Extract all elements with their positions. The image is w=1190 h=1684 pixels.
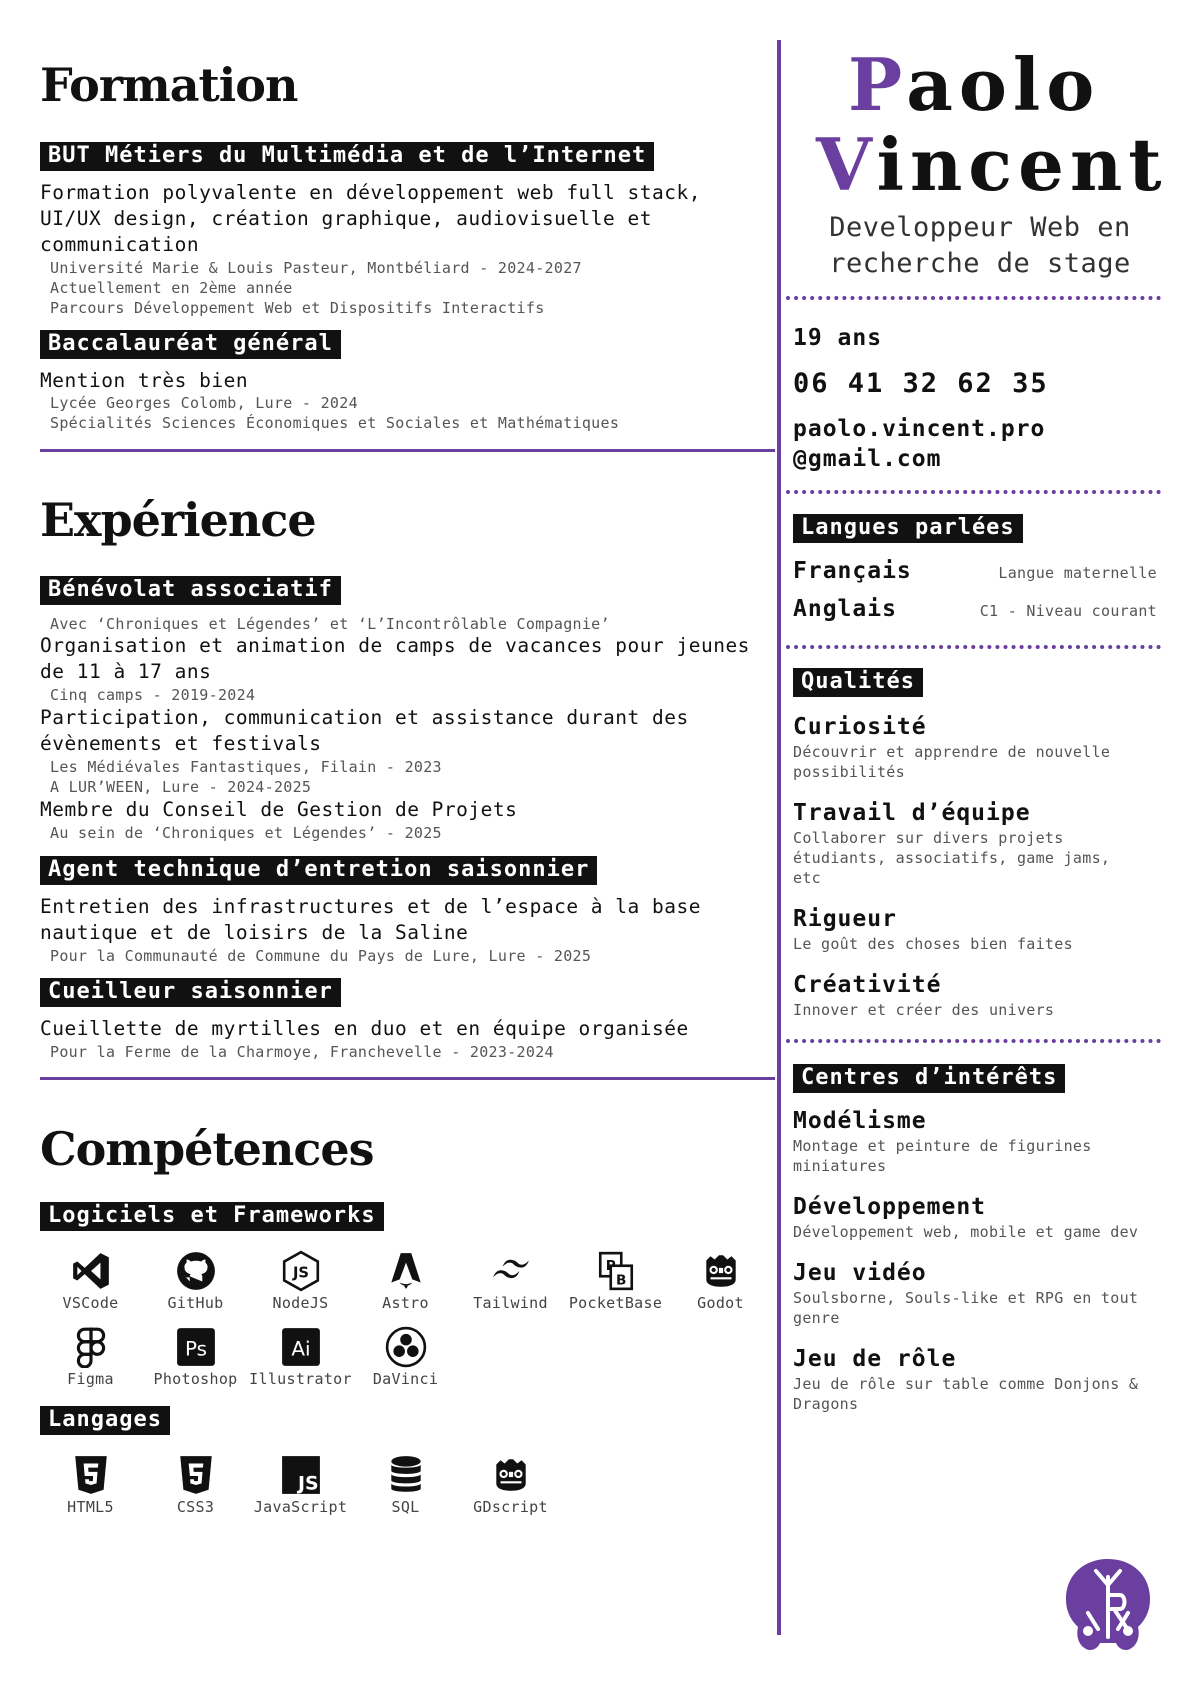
quality-curiosite	[793, 712, 1158, 782]
languages-spoken-list	[793, 558, 1157, 622]
language-name: Français	[793, 558, 912, 584]
quality-description: Découvrir et apprendre de nouvelle	[793, 743, 1111, 761]
languages-spoken-section	[793, 514, 1023, 543]
html5-icon	[70, 1454, 112, 1496]
icon-label: NodeJS	[272, 1294, 329, 1312]
column-separator	[777, 40, 781, 1635]
agent-description	[40, 894, 770, 946]
svg-text:JS: JS	[297, 1472, 319, 1495]
email-address[interactable]	[793, 414, 1045, 474]
quality-title: Rigueur	[793, 906, 897, 932]
benevolat-council: Membre du Conseil de Gestion de Projets	[40, 798, 518, 821]
quality-creativite	[793, 970, 1158, 1020]
icon-label: SQL	[391, 1498, 420, 1516]
qualities-tag: Qualités	[793, 668, 923, 697]
quality-description: Collaborer sur divers projets	[793, 829, 1064, 847]
software-nodejs	[248, 1250, 353, 1312]
icon-label: Godot	[697, 1294, 744, 1312]
detail-line: Spécialités Sciences Économiques et Sociales et Mathématiques	[50, 414, 620, 432]
experience-agent	[40, 856, 597, 885]
job-title-line: Developpeur Web en	[829, 212, 1131, 243]
detail-line: Les Médiévales Fantastiques, Filain - 2023	[50, 758, 442, 776]
languages-icon-grid	[38, 1454, 773, 1516]
interests-tag: Centres d’intérêts	[793, 1064, 1065, 1093]
experience-benevolat	[40, 576, 341, 605]
dotted-divider	[786, 296, 1161, 300]
software-section	[40, 1202, 384, 1231]
detail-line: Parcours Développement Web et Dispositifs Interactifs	[50, 299, 545, 317]
interest-description: Montage et peinture de figurines	[793, 1137, 1092, 1155]
interest-jeu-video	[793, 1258, 1158, 1328]
formation-item-bac	[40, 330, 341, 359]
godot-icon	[700, 1250, 742, 1292]
language-name: Anglais	[793, 596, 897, 622]
quality-description: etc	[793, 869, 821, 887]
dotted-divider	[786, 1039, 1161, 1043]
quality-description: Le goût des choses bien faites	[793, 935, 1073, 953]
job-title-line: recherche de stage	[829, 248, 1131, 279]
agent-detail: Pour la Communauté de Commune du Pays de Lure, Lure - 2025	[50, 947, 592, 965]
github-icon	[175, 1250, 217, 1292]
svg-text:Ps: Ps	[184, 1336, 207, 1361]
experience-tag: Bénévolat associatif	[40, 576, 341, 605]
quality-title: Curiosité	[793, 714, 927, 740]
icon-label: Photoshop	[153, 1370, 238, 1388]
interests-section	[793, 1064, 1065, 1093]
formation-but-description	[40, 180, 760, 258]
icon-label: GitHub	[167, 1294, 224, 1312]
interest-title: Modélisme	[793, 1108, 927, 1134]
language-level: Langue maternelle	[998, 564, 1157, 582]
software-tailwind	[458, 1250, 563, 1312]
vscode-icon	[70, 1250, 112, 1292]
formation-bac-description: Mention très bien	[40, 369, 249, 392]
desc-line: Participation, communication et assistance durant des	[40, 706, 689, 729]
software-figma	[38, 1326, 143, 1388]
email-line: paolo.vincent.pro	[793, 416, 1046, 442]
formation-but-details	[40, 258, 582, 318]
experience-heading: Expérience	[40, 493, 316, 547]
quality-rigueur	[793, 904, 1158, 954]
icon-label: GDscript	[473, 1498, 548, 1516]
benevolat-events-details	[40, 757, 442, 797]
quality-title: Créativité	[793, 972, 942, 998]
software-astro	[353, 1250, 458, 1312]
benevolat-camps	[40, 633, 770, 685]
job-title	[800, 210, 1160, 282]
astro-icon	[385, 1250, 427, 1292]
experience-tag: Agent technique d’entretion saisonnier	[40, 856, 597, 885]
interest-title: Jeu vidéo	[793, 1260, 927, 1286]
formation-heading: Formation	[40, 58, 298, 112]
interest-description: Jeu de rôle sur table comme Donjons &	[793, 1375, 1139, 1393]
experience-tag: Cueilleur saisonnier	[40, 978, 341, 1007]
competences-heading: Compétences	[40, 1122, 374, 1176]
languages-spoken-tag: Langues parlées	[793, 514, 1023, 543]
svg-text:P: P	[605, 1257, 616, 1274]
software-photoshop	[143, 1326, 248, 1388]
software-github	[143, 1250, 248, 1312]
nodejs-icon	[280, 1250, 322, 1292]
quality-travail-equipe	[793, 798, 1158, 888]
languages-section	[40, 1406, 170, 1435]
first-name	[848, 44, 1100, 126]
tailwind-icon	[490, 1250, 532, 1292]
interest-title: Jeu de rôle	[793, 1346, 957, 1372]
software-illustrator	[248, 1326, 353, 1388]
cueilleur-description: Cueillette de myrtilles en duo et en équipe organisée	[40, 1017, 689, 1040]
detail-line: Actuellement en 2ème année	[50, 279, 293, 297]
detail-line: A LUR’WEEN, Lure - 2024-2025	[50, 778, 312, 796]
quality-description: Innover et créer des univers	[793, 1001, 1055, 1019]
experience-cueilleur	[40, 978, 341, 1007]
interest-description: Soulsborne, Souls-like et RPG en tout	[793, 1289, 1139, 1307]
detail-line: Université Marie & Louis Pasteur, Montbéliard - 2024-2027	[50, 259, 582, 277]
benevolat-intro: Avec ‘Chroniques et Légendes’ et ‘L’Incontrôlable Compagnie’	[50, 615, 610, 633]
interest-description: genre	[793, 1309, 840, 1327]
first-initial: P	[848, 42, 907, 127]
interest-title: Développement	[793, 1194, 987, 1220]
languages-tag: Langages	[40, 1406, 170, 1435]
software-godot	[668, 1250, 773, 1312]
last-name	[816, 124, 1168, 206]
dotted-divider	[786, 490, 1161, 494]
benevolat-council-detail: Au sein de ‘Chroniques et Légendes’ - 2025	[50, 824, 442, 842]
photoshop-icon	[175, 1326, 217, 1368]
sql-icon	[385, 1454, 427, 1496]
desc-line: Organisation et animation de camps de vacances pour jeunes	[40, 634, 750, 657]
language-html5	[38, 1454, 143, 1516]
formation-tag: BUT Métiers du Multimédia et de l’Internet	[40, 142, 654, 171]
icon-label: Astro	[382, 1294, 429, 1312]
illustrator-icon	[280, 1326, 322, 1368]
benevolat-camps-detail: Cinq camps - 2019-2024	[50, 686, 256, 704]
interest-developpement	[793, 1192, 1158, 1242]
interest-description: Dragons	[793, 1395, 859, 1413]
software-vscode	[38, 1250, 143, 1312]
svg-text:JS: JS	[292, 1264, 309, 1282]
personal-logo-icon	[1058, 1555, 1158, 1655]
desc-line: nautique et de loisirs de la Saline	[40, 921, 469, 944]
language-javascript	[248, 1454, 353, 1516]
icon-label: VSCode	[62, 1294, 119, 1312]
age: 19 ans	[793, 325, 883, 351]
css3-icon	[175, 1454, 217, 1496]
icon-label: JavaScript	[253, 1498, 348, 1516]
software-icon-grid	[38, 1250, 773, 1388]
language-row	[793, 596, 1157, 622]
first-name-rest: aolo	[906, 42, 1101, 127]
language-sql	[353, 1454, 458, 1516]
desc-line: Formation polyvalente en développement web full stack,	[40, 181, 701, 204]
language-gdscript	[458, 1454, 563, 1516]
desc-line: communication	[40, 233, 200, 256]
software-davinci	[353, 1326, 458, 1388]
quality-title: Travail d’équipe	[793, 800, 1031, 826]
icon-label: Tailwind	[473, 1294, 548, 1312]
language-row	[793, 558, 1157, 584]
pocketbase-icon	[595, 1250, 637, 1292]
interest-modelisme	[793, 1106, 1158, 1176]
software-tag: Logiciels et Frameworks	[40, 1202, 384, 1231]
desc-line: UI/UX design, création graphique, audiovisuelle et	[40, 207, 652, 230]
icon-label: CSS3	[176, 1498, 215, 1516]
quality-description: possibilités	[793, 763, 905, 781]
dotted-divider	[786, 645, 1161, 649]
detail-line: Lycée Georges Colomb, Lure - 2024	[50, 394, 358, 412]
svg-text:B: B	[615, 1272, 626, 1289]
davinci-icon	[385, 1326, 427, 1368]
last-initial: V	[816, 122, 877, 207]
gdscript-icon	[490, 1454, 532, 1496]
interest-description: Développement web, mobile et game dev	[793, 1223, 1139, 1241]
software-pocketbase	[563, 1250, 668, 1312]
icon-label: Figma	[67, 1370, 114, 1388]
javascript-icon	[280, 1454, 322, 1496]
icon-label: PocketBase	[568, 1294, 663, 1312]
desc-line: évènements et festivals	[40, 732, 322, 755]
language-level: C1 - Niveau courant	[979, 602, 1157, 620]
last-name-rest: incent	[876, 122, 1168, 207]
icon-label: HTML5	[67, 1498, 114, 1516]
language-css3	[143, 1454, 248, 1516]
cueilleur-detail: Pour la Ferme de la Charmoye, Franchevelle - 2023-2024	[50, 1043, 554, 1061]
interest-description: miniatures	[793, 1157, 887, 1175]
icon-label: DaVinci	[372, 1370, 439, 1388]
section-divider	[40, 449, 775, 452]
formation-bac-details	[40, 393, 619, 433]
desc-line: Entretien des infrastructures et de l’espace à la base	[40, 895, 701, 918]
desc-line: de 11 à 17 ans	[40, 660, 212, 683]
formation-item-but	[40, 142, 654, 171]
svg-text:Ai: Ai	[290, 1336, 311, 1361]
section-divider	[40, 1077, 775, 1080]
figma-icon	[70, 1326, 112, 1368]
phone-number[interactable]: 06 41 32 62 35	[793, 368, 1049, 399]
icon-label: Illustrator	[249, 1370, 352, 1388]
quality-description: étudiants, associatifs, game jams,	[793, 849, 1111, 867]
qualities-section	[793, 668, 923, 697]
interest-jeu-de-role	[793, 1344, 1158, 1414]
email-line: @gmail.com	[793, 446, 942, 472]
benevolat-events	[40, 705, 770, 757]
formation-tag: Baccalauréat général	[40, 330, 341, 359]
